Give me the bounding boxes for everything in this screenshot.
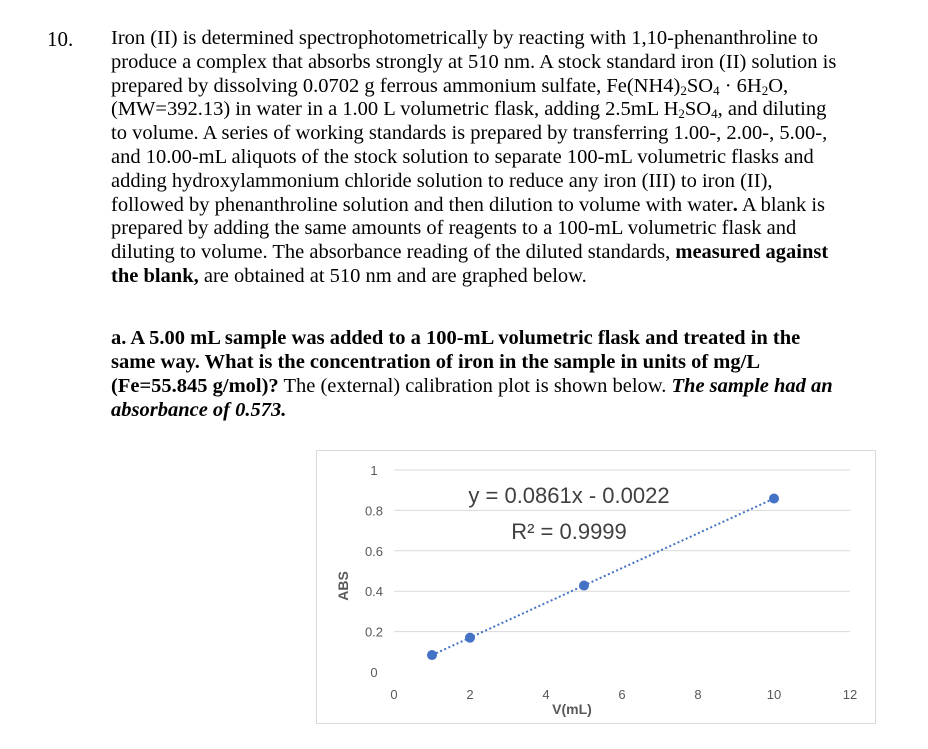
text-segment: and 10.00-mL aliquots of the stock solution to separate 100-mL volumetric flasks and: [111, 145, 814, 168]
text-line: [111, 398, 901, 422]
y-tick-label: 0.6: [364, 543, 384, 559]
data-point: [579, 581, 589, 591]
text-segment: prepared by dissolving 0.0702 g ferrous ammonium sulfate, Fe(NH4): [111, 74, 681, 97]
text-line: [111, 122, 901, 146]
text-line: [111, 265, 901, 289]
text-line: [111, 27, 901, 51]
x-tick-label: 6: [618, 687, 626, 702]
y-tick-label: 0.4: [364, 584, 384, 600]
text-segment: followed by phenanthroline solution and then dilution to volume with water: [111, 193, 733, 216]
text-segment: The sample had an: [671, 375, 833, 397]
question-text: [111, 27, 901, 289]
text-segment: 2: [678, 106, 685, 122]
text-segment: · 6H: [719, 74, 762, 97]
question-number: 10.: [47, 27, 74, 51]
text-segment: measured against: [675, 241, 829, 264]
text-segment: A blank is: [737, 193, 825, 216]
data-point: [465, 633, 475, 643]
text-segment: 2: [761, 82, 769, 98]
x-tick-label: 8: [694, 687, 702, 702]
text-line: [111, 146, 901, 170]
text-segment: are obtained at 510 nm and are graphed below.: [198, 264, 587, 287]
text-line: [111, 194, 901, 218]
text-segment: a. A 5.00 mL sample was added to a 100-mL volumetric flask and treated in the: [111, 327, 801, 349]
text-segment: the blank,: [111, 264, 199, 287]
x-axis-title: V(mL): [552, 701, 592, 717]
r2-label: R² = 0.9999: [511, 519, 627, 544]
text-segment: , and diluting: [717, 98, 827, 121]
y-tick-label: 0: [370, 665, 378, 680]
text-line: [111, 217, 901, 241]
y-tick-label: 0.8: [364, 503, 384, 519]
text-line: [111, 170, 901, 194]
text-segment: adding hydroxylammonium chloride solution to reduce any iron (III) to iron (II),: [111, 169, 773, 192]
x-tick-label: 2: [466, 687, 474, 702]
text-segment: absorbance of 0.573.: [111, 399, 287, 421]
x-tick-label: 12: [842, 687, 858, 702]
y-tick-label: 1: [370, 463, 378, 478]
text-segment: produce a complex that absorbs strongly at 510 nm. A stock standard iron (II) solution is: [111, 50, 837, 73]
text-line: [111, 75, 901, 99]
data-point: [427, 650, 437, 660]
y-axis-title: ABS: [335, 571, 351, 601]
text-segment: SO: [686, 74, 714, 97]
x-tick-label: 10: [766, 687, 782, 702]
text-segment: (Fe=55.845 g/mol)?: [111, 375, 279, 397]
equation-label: y = 0.0861x - 0.0022: [468, 483, 670, 508]
calibration-chart-svg: [316, 450, 876, 724]
text-line: [111, 326, 901, 350]
text-segment: 4: [713, 82, 720, 98]
text-segment: to volume. A series of working standards is prepared by transferring 1.00-, 2.00-, 5.00-,: [111, 122, 828, 145]
calibration-chart: [316, 450, 876, 724]
text-line: [111, 51, 901, 75]
x-tick-label: 4: [542, 687, 550, 702]
data-point: [769, 493, 779, 503]
text-segment: 2: [680, 82, 687, 98]
text-segment: Iron (II) is determined spectrophotometrically by reacting with 1,10-phenanthroline to: [111, 27, 819, 49]
text-segment: 4: [711, 106, 718, 122]
part-a-text: [111, 326, 901, 422]
text-segment: (MW=392.13) in water in a 1.00 L volumetric flask, adding 2.5mL H: [111, 98, 679, 121]
text-line: [111, 241, 901, 265]
text-segment: O,: [768, 74, 789, 97]
y-tick-label: 0.2: [364, 624, 384, 640]
x-tick-label: 0: [390, 687, 398, 702]
text-line: [111, 374, 901, 398]
text-segment: SO: [684, 98, 712, 121]
text-line: [111, 98, 901, 122]
text-line: [111, 350, 901, 374]
text-segment: diluting to volume. The absorbance reading of the diluted standards,: [111, 241, 676, 264]
text-segment: prepared by adding the same amounts of reagents to a 100-mL volumetric flask and: [111, 217, 797, 240]
text-segment: The (external) calibration plot is shown below.: [278, 375, 672, 397]
text-segment: .: [732, 193, 738, 216]
text-segment: same way. What is the concentration of iron in the sample in units of mg/L: [111, 351, 761, 373]
